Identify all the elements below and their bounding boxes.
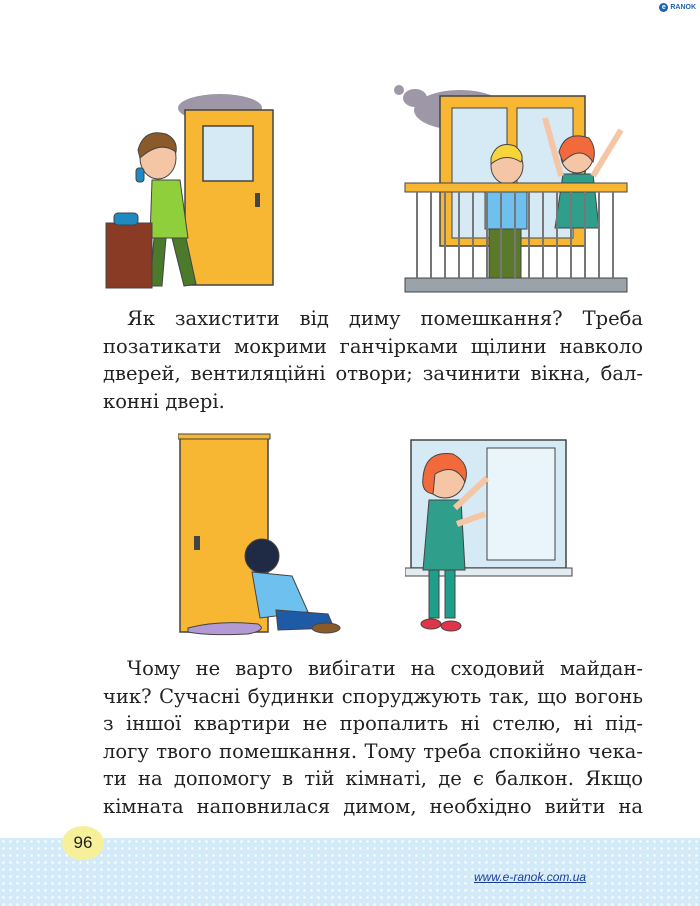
publisher-logo	[659, 3, 696, 12]
illustration-boy-phone-smoke-door	[100, 88, 280, 293]
footer-band	[0, 838, 700, 906]
text-line: логу твого помешкання. Тому треба спокійно чека-	[103, 739, 643, 763]
phone-table	[106, 213, 152, 288]
door	[178, 434, 270, 632]
boy-on-balcony	[485, 145, 527, 282]
door	[185, 110, 273, 285]
logo-icon: e	[659, 3, 668, 12]
page-number: 96	[62, 826, 104, 860]
illustration-girl-closing-window	[405, 438, 575, 633]
text-line: позатикати мокрими ганчірками щілини навколо	[103, 334, 643, 358]
paragraph-smoke-protection	[103, 305, 643, 415]
text-line: кімната наповнилася димом, необхідно вийти на	[103, 794, 643, 818]
text-line: дверей, вентиляційні отвори; зачинити вікна, бал-	[103, 362, 643, 385]
paragraph-stairwell	[103, 655, 643, 820]
illustration-kids-balcony	[385, 78, 635, 296]
logo-text: RANOK	[670, 4, 696, 11]
text-line: ти на допомогу в тій кімнаті, де є балкон. Якщо	[103, 767, 643, 790]
text-line: з іншої квартири не пропалить ні стелю, ні під-	[103, 712, 643, 735]
illustration-boy-sealing-door	[178, 432, 348, 637]
text-line: Як захистити від диму помешкання? Треба	[127, 307, 643, 330]
website-link[interactable]: www.e-ranok.com.ua	[474, 870, 587, 884]
text-line: Чому не варто вибігати на сходовий майдан-	[127, 657, 643, 680]
text-line: чик? Сучасні будинки споруджують так, що вогонь	[103, 684, 643, 708]
text-line: конні двері.	[103, 389, 225, 413]
